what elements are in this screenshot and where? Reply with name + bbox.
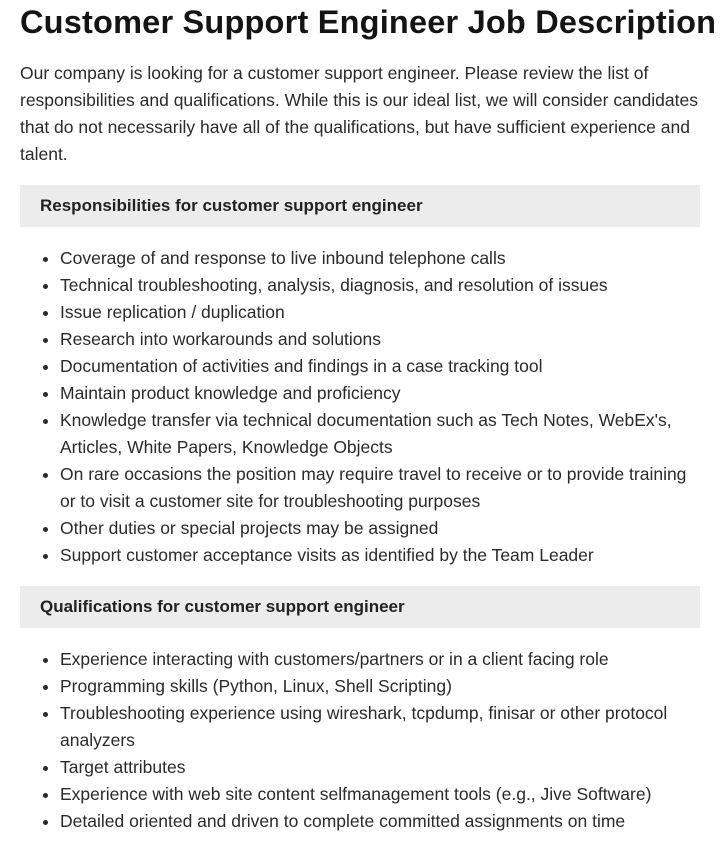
list-item: • Issue replication / duplication: [60, 299, 700, 326]
list-item: • Target attributes: [60, 754, 700, 781]
list-item: • Detailed oriented and driven to complete committed assignments on time: [60, 808, 700, 835]
list-item: • Troubleshooting experience using wireshark, tcpdump, finisar or other protocol analyzers: [60, 700, 700, 754]
list-item: • Knowledge transfer via technical documentation such as Tech Notes, WebEx's, Articles, White Papers, Knowledge Objects: [60, 407, 700, 461]
list-item: • Support customer acceptance visits as identified by the Team Leader: [60, 542, 700, 569]
intro-paragraph: Our company is looking for a customer support engineer. Please review the list of responsibilities and qualifications. While this is our ideal list, we will consider candidates that do not necessarily have all of the qualifications, but have sufficient experience and talent.: [20, 63, 698, 164]
page-title: Customer Support Engineer Job Description: [20, 4, 717, 40]
responsibilities-header: [20, 185, 700, 227]
list-item: • Documentation of activities and findings in a case tracking tool: [60, 353, 700, 380]
responsibilities-list: [20, 245, 700, 569]
qualifications-header: [20, 586, 700, 628]
list-item: • Other duties or special projects may be assigned: [60, 515, 700, 542]
list-item: • Programming skills (Python, Linux, Shell Scripting): [60, 673, 700, 700]
list-item: • Coverage of and response to live inbound telephone calls: [60, 245, 700, 272]
qualifications-list: [20, 646, 700, 835]
list-item: • Experience interacting with customers/partners or in a client facing role: [60, 646, 700, 673]
list-item: • On rare occasions the position may require travel to receive or to provide training or to visit a customer site for troubleshooting purposes: [60, 461, 700, 515]
list-item: • Technical troubleshooting, analysis, diagnosis, and resolution of issues: [60, 272, 700, 299]
qualifications-heading: Qualifications for customer support engineer: [40, 597, 405, 616]
responsibilities-heading: Responsibilities for customer support engineer: [40, 196, 423, 215]
list-item: • Maintain product knowledge and proficiency: [60, 380, 700, 407]
list-item: • Experience with web site content selfmanagement tools (e.g., Jive Software): [60, 781, 700, 808]
list-item: • Research into workarounds and solutions: [60, 326, 700, 353]
